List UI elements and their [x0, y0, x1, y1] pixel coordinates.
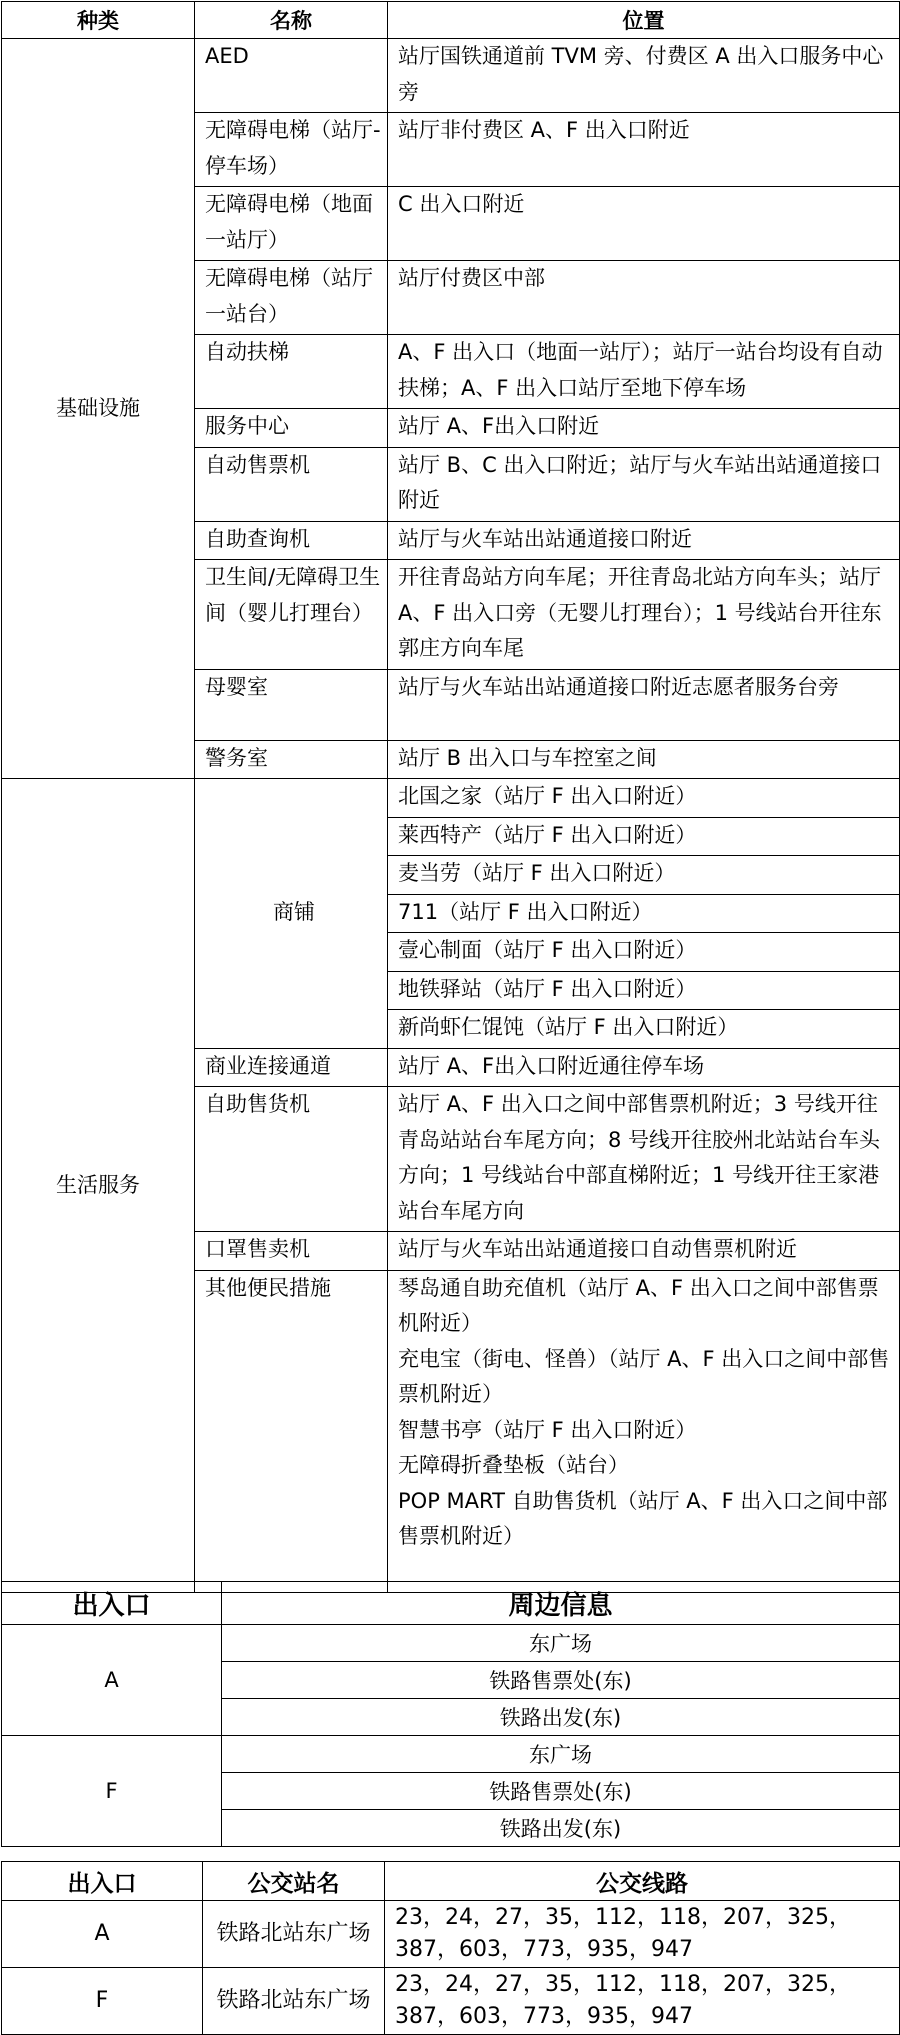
- category-cell: 基础设施: [2, 39, 195, 779]
- shop-item: 新尚虾仁馄饨（站厅 F 出入口附近）: [388, 1010, 900, 1049]
- other-measures: [388, 1270, 900, 1592]
- header-row: [2, 1582, 900, 1625]
- shop-item: 壹心制面（站厅 F 出入口附近）: [388, 933, 900, 972]
- table-row: [2, 39, 900, 113]
- header-name: 名称: [195, 2, 388, 39]
- category-cell: 生活服务: [2, 779, 195, 1593]
- shop-item: 麦当劳（站厅 F 出入口附近）: [388, 856, 900, 895]
- bus-stop-name: 铁路北站东广场: [203, 1968, 385, 2035]
- facility-location: 站厅 A、F出入口附近: [388, 409, 900, 448]
- other-measure-item: POP MART 自助售货机（站厅 A、F 出入口之间中部售票机附近）: [398, 1488, 888, 1548]
- surrounding-item: 铁路售票处(东): [222, 1773, 900, 1810]
- header-bus-lines: 公交线路: [385, 1862, 900, 1901]
- surrounding-item: 铁路出发(东): [222, 1810, 900, 1847]
- facility-location: 站厅与火车站出站通道接口附近: [388, 521, 900, 560]
- table-row: [2, 1625, 900, 1662]
- other-measure-item: 无障碍折叠垫板（站台）: [398, 1453, 629, 1477]
- surrounding-item: 东广场: [222, 1736, 900, 1773]
- header-category: 种类: [2, 2, 195, 39]
- surrounding-item: 铁路售票处(东): [222, 1662, 900, 1699]
- facility-location: 站厅付费区中部: [388, 261, 900, 335]
- facility-name: 其他便民措施: [195, 1270, 388, 1592]
- other-measure-item: 琴岛通自助充值机（站厅 A、F 出入口之间中部售票机附近）: [398, 1275, 879, 1335]
- facility-name: 无障碍电梯（站厅一站台）: [195, 261, 388, 335]
- shop-item: 北国之家（站厅 F 出入口附近）: [388, 779, 900, 818]
- facility-name: AED: [195, 39, 388, 113]
- bus-lines: 23，24，27，35，112，118，207，325，387，603，773，935，947: [385, 1901, 900, 1968]
- facility-location: 站厅与火车站出站通道接口自动售票机附近: [388, 1232, 900, 1271]
- facility-location: 站厅非付费区 A、F 出入口附近: [388, 113, 900, 187]
- table-row: [2, 1736, 900, 1773]
- surroundings-table: [1, 1581, 900, 1847]
- shop-item: 地铁驿站（站厅 F 出入口附近）: [388, 971, 900, 1010]
- exit-cell: F: [2, 1736, 222, 1847]
- shop-item: 莱西特产（站厅 F 出入口附近）: [388, 817, 900, 856]
- facility-name: 自助售货机: [195, 1087, 388, 1232]
- facility-name: 自动售票机: [195, 447, 388, 521]
- facility-location: 站厅 A、F出入口附近通往停车场: [388, 1048, 900, 1087]
- header-row: [2, 2, 900, 39]
- facility-location: 站厅 B 出入口与车控室之间: [388, 740, 900, 779]
- bus-table: [1, 1861, 900, 2035]
- exit-cell: A: [2, 1625, 222, 1736]
- header-bus-stop: 公交站名: [203, 1862, 385, 1901]
- facility-name: 服务中心: [195, 409, 388, 448]
- facility-location: 站厅 A、F 出入口之间中部售票机附近；3 号线开往青岛站站台车尾方向；8 号线开往胶州北站站台车头方向；1 号线站台中部直梯附近；1 号线开往王家港站台车尾方向: [388, 1087, 900, 1232]
- header-surroundings: 周边信息: [222, 1582, 900, 1625]
- facility-location: C 出入口附近: [388, 187, 900, 261]
- exit-cell: A: [2, 1901, 203, 1968]
- shops-label: 商铺: [195, 779, 388, 1049]
- shop-item: 711（站厅 F 出入口附近）: [388, 894, 900, 933]
- table-row: [2, 779, 900, 818]
- facilities-table: [1, 1, 900, 1593]
- table-row: [2, 1968, 900, 2035]
- exit-cell: F: [2, 1968, 203, 2035]
- facility-name: 无障碍电梯（地面一站厅）: [195, 187, 388, 261]
- facility-location: 开往青岛站方向车尾；开往青岛北站方向车头；站厅 A、F 出入口旁（无婴儿打理台）；1 号线站台开往东郭庄方向车尾: [388, 560, 900, 670]
- facility-name: 自动扶梯: [195, 335, 388, 409]
- facility-location: 站厅国铁通道前 TVM 旁、付费区 A 出入口服务中心旁: [388, 39, 900, 113]
- table-row: [2, 1901, 900, 1968]
- bus-stop-name: 铁路北站东广场: [203, 1901, 385, 1968]
- facility-name: 口罩售卖机: [195, 1232, 388, 1271]
- facility-name: 卫生间/无障碍卫生间（婴儿打理台）: [195, 560, 388, 670]
- header-exit: 出入口: [2, 1862, 203, 1901]
- facility-location: A、F 出入口（地面一站厅）；站厅一站台均设有自动扶梯；A、F 出入口站厅至地下停车场: [388, 335, 900, 409]
- header-exit: 出入口: [2, 1582, 222, 1625]
- header-location: 位置: [388, 2, 900, 39]
- facility-name: 商业连接通道: [195, 1048, 388, 1087]
- surrounding-item: 东广场: [222, 1625, 900, 1662]
- surrounding-item: 铁路出发(东): [222, 1699, 900, 1736]
- facility-name: 警务室: [195, 740, 388, 779]
- facility-name: 自助查询机: [195, 521, 388, 560]
- other-measure-item: 充电宝（街电、怪兽）（站厅 A、F 出入口之间中部售票机附近）: [398, 1346, 890, 1406]
- facility-location: 站厅 B、C 出入口附近；站厅与火车站出站通道接口附近: [388, 447, 900, 521]
- facility-location: 站厅与火车站出站通道接口附近志愿者服务台旁: [388, 669, 900, 740]
- header-row: [2, 1862, 900, 1901]
- bus-lines: 23，24，27，35，112，118，207，325，387，603，773，935，947: [385, 1968, 900, 2035]
- other-measure-item: 智慧书亭（站厅 F 出入口附近）: [398, 1417, 697, 1442]
- facility-name: 母婴室: [195, 669, 388, 740]
- facility-name: 无障碍电梯（站厅-停车场）: [195, 113, 388, 187]
